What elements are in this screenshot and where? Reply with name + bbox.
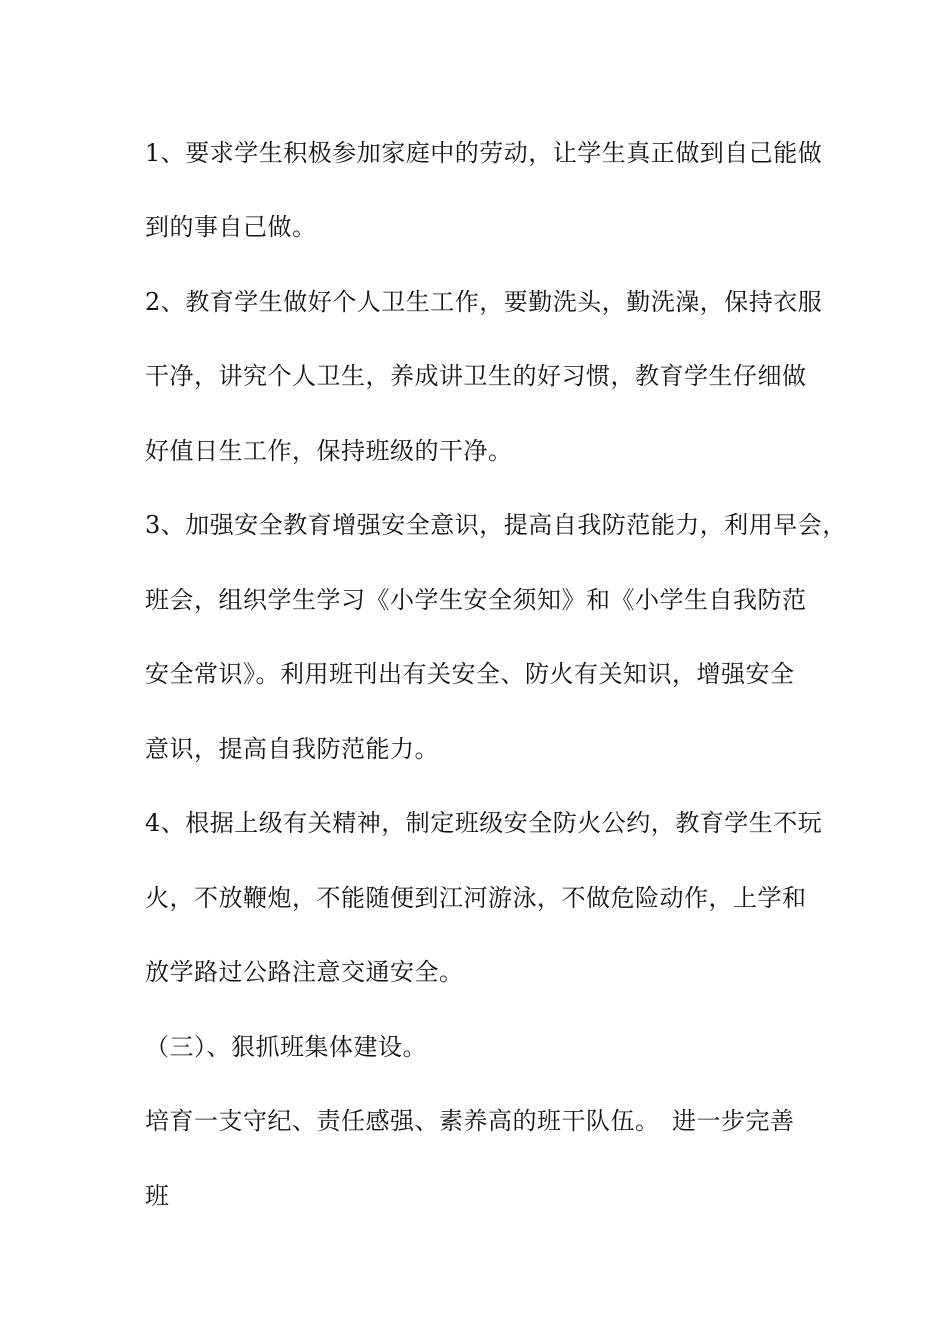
text-line: 班会，组织学生学习《小学生安全须知》和《小学生自我防范 <box>145 586 807 614</box>
text-line: 安全常识》。利用班刊出有关安全、防火有关知识，增强安全 <box>145 660 795 688</box>
text-line: 火，不放鞭炮，不能随便到江河游泳，不做危险动作，上学和 <box>145 884 807 912</box>
text-line: 意识，提高自我防范能力。 <box>145 735 439 763</box>
text-line: 培育一支守纪、责任感强、素养高的班干队伍。 进一步完善 <box>145 1107 795 1135</box>
text-line: 4、根据上级有关精神，制定班级安全防火公约，教育学生不玩 <box>145 809 823 837</box>
text-line: 到的事自己做。 <box>145 213 317 241</box>
text-line: 班 <box>145 1182 170 1210</box>
text-line: 放学路过公路注意交通安全。 <box>145 958 464 986</box>
text-line: 好值日生工作，保持班级的干净。 <box>145 437 513 465</box>
text-line: 干净，讲究个人卫生，养成讲卫生的好习惯，教育学生仔细做 <box>145 362 807 390</box>
text-line: 2、教育学生做好个人卫生工作，要勤洗头，勤洗澡，保持衣服 <box>145 288 823 316</box>
section-heading: （三）、狠抓班集体建设。 <box>145 1033 427 1061</box>
text-line: 1、要求学生积极参加家庭中的劳动，让学生真正做到自己能做 <box>145 139 823 167</box>
text-line: 3、加强安全教育增强安全意识，提高自我防范能力，利用早会， <box>145 511 847 539</box>
